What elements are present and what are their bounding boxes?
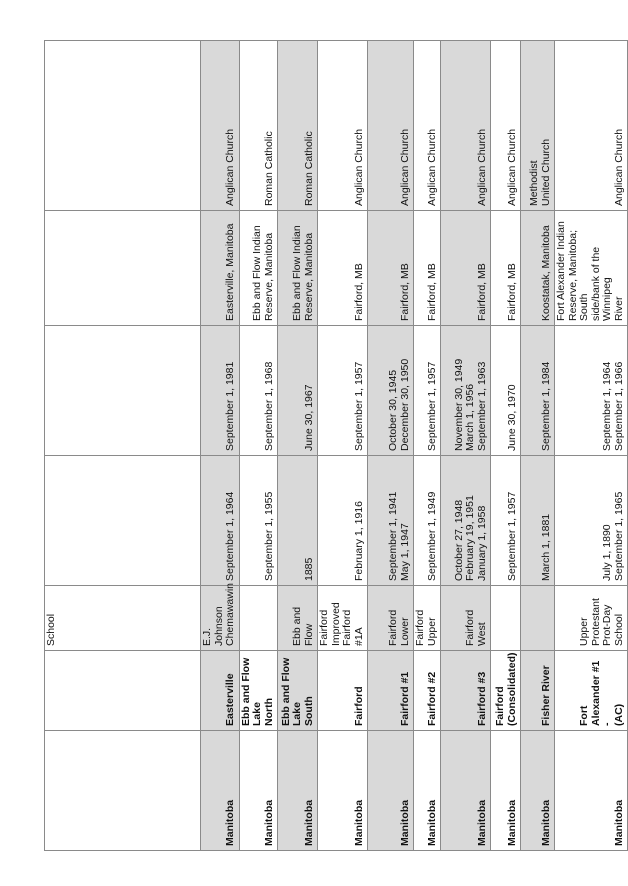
closed-date-cell: November 30, 1949 March 1, 1956 September 1, 1963 [441,326,491,456]
location-cell: Fairford, MB [441,211,491,326]
header-cell-school-label: School [45,586,201,651]
rotated-table-frame [44,41,625,851]
other-name-cell: E.J. Johnson Chemawawin [201,586,240,651]
table-row [414,41,441,851]
table-row [555,41,628,851]
province-cell: Manitoba [278,731,318,851]
denomination-cell: Anglican Church [414,41,441,211]
denomination-cell: Anglican Church [441,41,491,211]
opened-date-cell: September 1, 1957 [491,456,521,586]
school-name-cell: Fairford #1 [368,651,414,731]
denomination-cell: Methodist United Church [521,41,555,211]
denomination-cell: Roman Catholic [278,41,318,211]
closed-date-cell: October 30, 1945 December 30, 1950 [368,326,414,456]
location-cell: Koostatak, Manitoba [521,211,555,326]
opened-date-cell: September 1, 1955 [239,456,278,586]
table-row [521,41,555,851]
opened-date-cell: July 1, 1890 September 1, 1965 [555,456,628,586]
other-name-cell: Fairford Lower [368,586,414,651]
school-name-cell: Easterville [201,651,240,731]
province-cell: Manitoba [521,731,555,851]
opened-date-cell: September 1, 1949 [414,456,441,586]
header-cell-closed [45,326,201,456]
other-name-cell: Ebb and Flow [278,586,318,651]
denomination-cell: Anglican Church [555,41,628,211]
other-name-cell: Fairford Improved Fairford #1A [318,586,368,651]
closed-date-cell: September 1, 1984 [521,326,555,456]
denomination-cell: Anglican Church [368,41,414,211]
location-cell: Fairford, MB [368,211,414,326]
school-name-cell: Fairford (Consolidated) [491,651,521,731]
closed-date-cell: September 1, 1957 [318,326,368,456]
other-name-cell: Fairford West [441,586,491,651]
table-row [368,41,414,851]
other-name-cell [521,586,555,651]
other-name-cell: Upper Protestant Prot-Day School [555,586,628,651]
opened-date-cell: October 27, 1948 February 19, 1951 January 1, 1958 [441,456,491,586]
header-cell-school [45,651,201,731]
location-cell: Easterville, Manitoba [201,211,240,326]
closed-date-cell: September 1, 1957 [414,326,441,456]
school-name-cell: Ebb and Flow Lake North [239,651,278,731]
denomination-cell: Anglican Church [318,41,368,211]
closed-date-cell: June 30, 1967 [278,326,318,456]
school-name-cell: Fort Alexander #1 - (AC) [555,651,628,731]
school-name-cell: Fairford #2 [414,651,441,731]
school-name-cell: Fairford [318,651,368,731]
opened-date-cell: 1885 [278,456,318,586]
province-cell: Manitoba [441,731,491,851]
opened-date-cell: September 1, 1964 [201,456,240,586]
province-cell: Manitoba [414,731,441,851]
location-cell: Fairford, MB [318,211,368,326]
header-cell-opened [45,456,201,586]
other-name-cell [491,586,521,651]
other-name-cell [239,586,278,651]
opened-date-cell: February 1, 1916 [318,456,368,586]
table-row [239,41,278,851]
school-name-cell: Fairford #3 [441,651,491,731]
location-cell: Ebb and Flow Indian Reserve, Manitoba [239,211,278,326]
school-name-cell: Fisher River [521,651,555,731]
closed-date-cell: September 1, 1964 September 1, 1966 [555,326,628,456]
header-cell-location [45,211,201,326]
schools-table [44,40,628,851]
province-cell: Manitoba [239,731,278,851]
table-row [441,41,491,851]
location-cell: Fairford, MB [414,211,441,326]
table-row [278,41,318,851]
province-cell: Manitoba [318,731,368,851]
closed-date-cell: September 1, 1968 [239,326,278,456]
location-cell: Ebb and Flow Indian Reserve, Manitoba [278,211,318,326]
location-cell: Fairford, MB [491,211,521,326]
denomination-cell: Anglican Church [201,41,240,211]
opened-date-cell: September 1, 1941 May 1, 1947 [368,456,414,586]
closed-date-cell: September 1, 1981 [201,326,240,456]
province-cell: Manitoba [491,731,521,851]
table-row [491,41,521,851]
school-name-cell: Ebb and Flow Lake South [278,651,318,731]
header-cell-province [45,731,201,851]
other-name-cell: Fairford Upper [414,586,441,651]
table-header-row [45,41,201,851]
province-cell: Manitoba [555,731,628,851]
province-cell: Manitoba [201,731,240,851]
header-cell-denomination [45,41,201,211]
denomination-cell: Roman Catholic [239,41,278,211]
denomination-cell: Anglican Church [491,41,521,211]
location-cell: Fort Alexander Indian Reserve, Manitoba; South side/bank of the Winnipeg River [555,211,628,326]
province-cell: Manitoba [368,731,414,851]
rotated-page [44,41,625,851]
opened-date-cell: March 1, 1881 [521,456,555,586]
table-row [201,41,240,851]
table-row [318,41,368,851]
closed-date-cell: June 30, 1970 [491,326,521,456]
